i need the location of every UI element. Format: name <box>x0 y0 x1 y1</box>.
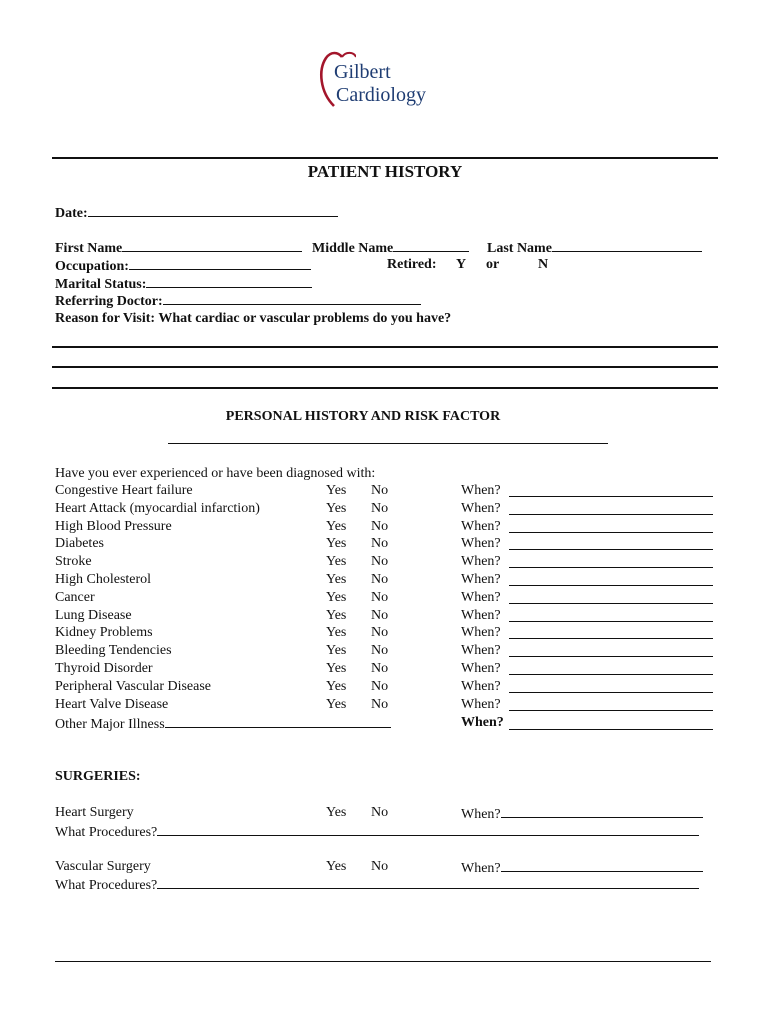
condition-when-label: When? <box>461 643 501 659</box>
condition-yes-option[interactable]: Yes <box>326 696 347 712</box>
condition-when-blank[interactable] <box>509 549 713 550</box>
condition-label: Cancer <box>55 589 95 605</box>
condition-when-blank[interactable] <box>509 585 713 586</box>
top-rule <box>52 157 718 159</box>
condition-row <box>55 608 735 626</box>
vascular-surgery-when[interactable] <box>461 859 703 877</box>
condition-no-option[interactable]: No <box>371 589 389 605</box>
condition-no-option[interactable]: No <box>371 483 389 498</box>
heart-surgery-label: Heart Surgery <box>55 805 134 820</box>
condition-yes-option[interactable]: Yes <box>326 678 347 694</box>
condition-when-label: When? <box>461 696 501 712</box>
personal-history-heading: PERSONAL HISTORY AND RISK FACTOR <box>225 409 501 424</box>
form-title: PATIENT HISTORY <box>307 162 463 181</box>
condition-yes-option[interactable]: Yes <box>326 536 347 552</box>
condition-when-label: When? <box>461 678 501 694</box>
condition-no-option[interactable]: No <box>371 500 389 516</box>
condition-when-label: When? <box>461 589 501 605</box>
condition-when-blank[interactable] <box>509 496 713 497</box>
condition-when-blank[interactable] <box>509 656 713 657</box>
reason-for-visit-label: Reason for Visit: What cardiac or vascular problems do you have? <box>55 311 452 326</box>
condition-row <box>55 590 735 608</box>
condition-no-option[interactable]: No <box>371 607 389 623</box>
condition-label: High Cholesterol <box>55 572 152 587</box>
condition-when-blank[interactable] <box>509 621 713 622</box>
condition-when-blank[interactable] <box>509 710 713 711</box>
condition-yes-option[interactable]: Yes <box>326 643 347 659</box>
heart-surgery-no[interactable]: No <box>371 805 389 820</box>
vascular-procedures-field[interactable] <box>55 876 699 894</box>
other-illness-label: Other Major Illness <box>55 717 165 732</box>
condition-no-option[interactable]: No <box>371 536 389 552</box>
condition-when-label: When? <box>461 518 501 534</box>
other-illness-when-blank[interactable] <box>509 729 713 730</box>
retired-y-option[interactable]: Y <box>456 257 467 272</box>
history-intro: Have you ever experienced or have been diagnosed with: <box>55 466 376 481</box>
condition-when-label: When? <box>461 607 501 623</box>
bottom-rule[interactable] <box>55 961 711 962</box>
vascular-procedures-blank[interactable] <box>157 876 699 889</box>
reason-line-1[interactable] <box>52 346 718 348</box>
condition-when-blank[interactable] <box>509 692 713 693</box>
vascular-procedures-label: What Procedures? <box>55 878 158 893</box>
first-name-blank[interactable] <box>122 239 302 252</box>
condition-yes-option[interactable]: Yes <box>326 625 347 641</box>
retired-or-text: or <box>486 257 500 272</box>
middle-name-label: Middle Name <box>312 241 394 256</box>
condition-when-blank[interactable] <box>509 603 713 604</box>
reason-line-2[interactable] <box>52 366 718 368</box>
heart-surgery-when[interactable] <box>461 805 703 823</box>
condition-label: Bleeding Tendencies <box>55 643 172 659</box>
logo-line-1: Gilbert <box>334 61 391 83</box>
condition-when-label: When? <box>461 500 501 516</box>
condition-label: Congestive Heart failure <box>55 483 193 498</box>
date-field[interactable] <box>55 204 338 222</box>
referring-doctor-field[interactable] <box>55 292 421 310</box>
condition-yes-option[interactable]: Yes <box>326 483 347 498</box>
condition-no-option[interactable]: No <box>371 643 389 659</box>
condition-when-label: When? <box>461 661 501 676</box>
condition-label: Heart Attack (myocardial infarction) <box>55 500 260 516</box>
heart-procedures-label: What Procedures? <box>55 825 158 840</box>
heart-surgery-when-blank[interactable] <box>501 805 703 818</box>
condition-label: Heart Valve Disease <box>55 696 169 712</box>
condition-when-blank[interactable] <box>509 674 713 675</box>
condition-when-blank[interactable] <box>509 532 713 533</box>
condition-row <box>55 536 735 554</box>
first-name-label: First Name <box>55 241 123 256</box>
condition-when-label: When? <box>461 536 501 552</box>
last-name-field[interactable] <box>487 239 702 257</box>
condition-when-blank[interactable] <box>509 638 713 639</box>
condition-row <box>55 572 735 590</box>
condition-row <box>55 501 735 519</box>
first-name-field[interactable] <box>55 239 302 257</box>
vascular-surgery-no[interactable]: No <box>371 859 389 874</box>
date-blank[interactable] <box>88 204 338 217</box>
condition-no-option[interactable]: No <box>371 554 389 570</box>
condition-when-blank[interactable] <box>509 514 713 515</box>
condition-when-label: When? <box>461 554 501 570</box>
condition-row <box>55 554 735 572</box>
logo-line-2: Cardiology <box>336 84 426 106</box>
marital-status-label: Marital Status: <box>55 277 147 292</box>
condition-label: Kidney Problems <box>55 625 153 641</box>
condition-no-option[interactable]: No <box>371 696 389 712</box>
retired-n-option[interactable]: N <box>538 257 549 272</box>
condition-yes-option[interactable]: Yes <box>326 554 347 570</box>
condition-row <box>55 519 735 537</box>
vascular-surgery-label: Vascular Surgery <box>55 859 151 874</box>
vascular-surgery-when-blank[interactable] <box>501 859 703 872</box>
reason-line-3[interactable] <box>52 387 718 389</box>
surgeries-heading: SURGERIES: <box>55 769 141 784</box>
heart-procedures-field[interactable] <box>55 823 699 841</box>
condition-when-label: When? <box>461 483 501 498</box>
heart-surgery-yes[interactable]: Yes <box>326 805 347 820</box>
marital-status-blank[interactable] <box>146 275 312 288</box>
vascular-surgery-yes[interactable]: Yes <box>326 859 347 874</box>
condition-no-option[interactable]: No <box>371 625 389 641</box>
occupation-field[interactable] <box>55 257 311 275</box>
condition-row <box>55 697 735 715</box>
occupation-label: Occupation: <box>55 259 129 274</box>
condition-row <box>55 679 735 697</box>
occupation-blank[interactable] <box>129 257 311 270</box>
condition-when-label: When? <box>461 572 501 587</box>
middle-name-field[interactable] <box>312 239 469 257</box>
condition-no-option[interactable]: No <box>371 572 389 587</box>
heading-underline <box>168 443 608 444</box>
condition-row <box>55 625 735 643</box>
condition-label: Peripheral Vascular Disease <box>55 678 212 694</box>
condition-no-option[interactable]: No <box>371 661 389 676</box>
condition-yes-option[interactable]: Yes <box>326 500 347 516</box>
vascular-surgery-when-label: When? <box>461 861 501 876</box>
condition-yes-option[interactable]: Yes <box>326 589 347 605</box>
condition-when-label: When? <box>461 625 501 641</box>
condition-label: Diabetes <box>55 536 104 552</box>
condition-no-option[interactable]: No <box>371 518 389 534</box>
condition-label: Stroke <box>55 554 92 570</box>
other-illness-when-label: When? <box>461 715 504 730</box>
last-name-blank[interactable] <box>552 239 702 252</box>
last-name-label: Last Name <box>487 241 552 256</box>
referring-doctor-label: Referring Doctor: <box>55 294 163 309</box>
date-label: Date: <box>55 206 88 221</box>
gilbert-cardiology-logo <box>316 48 446 112</box>
condition-yes-option[interactable]: Yes <box>326 661 347 676</box>
middle-name-blank[interactable] <box>393 239 469 252</box>
condition-when-blank[interactable] <box>509 567 713 568</box>
condition-row <box>55 643 735 661</box>
other-illness-field[interactable] <box>55 715 391 733</box>
condition-no-option[interactable]: No <box>371 678 389 694</box>
condition-row <box>55 661 735 679</box>
condition-label: Lung Disease <box>55 607 132 623</box>
referring-doctor-blank[interactable] <box>163 292 421 305</box>
heart-surgery-when-label: When? <box>461 807 501 822</box>
heart-procedures-blank[interactable] <box>157 823 699 836</box>
condition-label: Thyroid Disorder <box>55 661 153 676</box>
marital-status-field[interactable] <box>55 275 312 293</box>
condition-row <box>55 483 735 501</box>
condition-yes-option[interactable]: Yes <box>326 572 347 587</box>
condition-yes-option[interactable]: Yes <box>326 607 347 623</box>
condition-label: High Blood Pressure <box>55 518 172 534</box>
retired-label: Retired: <box>387 257 437 272</box>
other-illness-blank[interactable] <box>165 715 391 728</box>
condition-yes-option[interactable]: Yes <box>326 518 347 534</box>
